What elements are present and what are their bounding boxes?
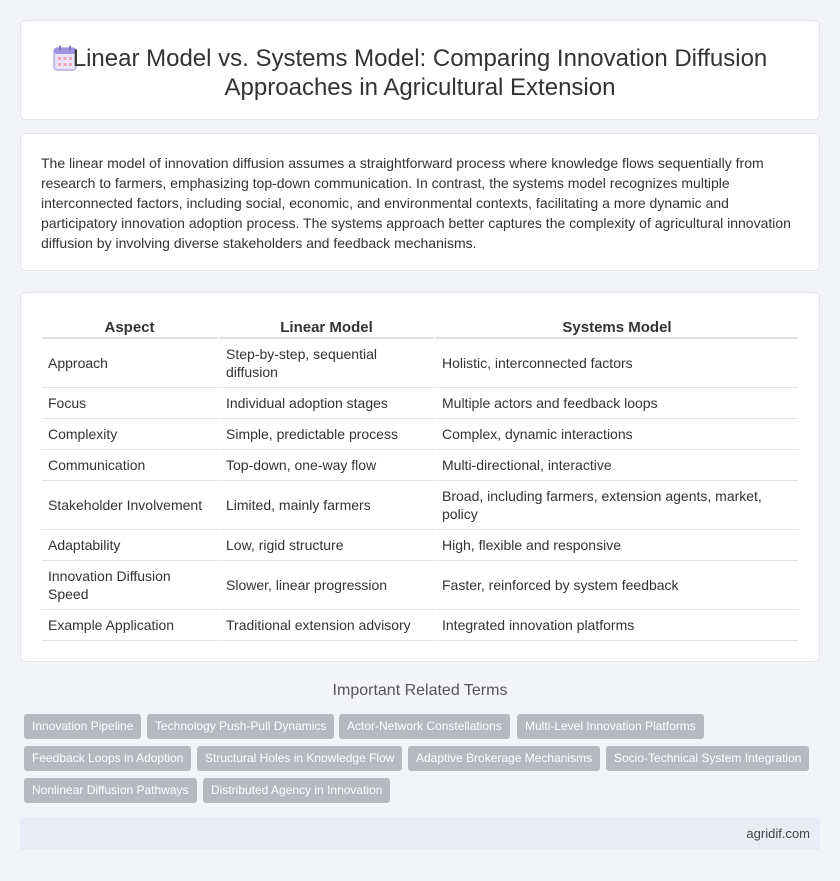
header-card (20, 20, 820, 120)
cell-systems: Multiple actors and feedback loops (436, 388, 798, 419)
cell-linear: Simple, predictable process (220, 419, 436, 450)
cell-linear: Slower, linear progression (220, 561, 436, 610)
header-aspect: Aspect (42, 311, 220, 339)
table-header-row (42, 311, 798, 339)
cell-aspect: Complexity (42, 419, 220, 450)
tag-technology-push-pull[interactable]: Technology Push-Pull Dynamics (147, 714, 334, 739)
tag-adaptive-brokerage[interactable]: Adaptive Brokerage Mechanisms (408, 746, 600, 771)
tag-multi-level-platforms[interactable]: Multi-Level Innovation Platforms (517, 714, 704, 739)
tag-socio-technical[interactable]: Socio-Technical System Integration (606, 746, 809, 771)
cell-systems: High, flexible and responsive (436, 530, 798, 561)
cell-linear: Step-by-step, sequential diffusion (220, 339, 436, 388)
cell-systems: Integrated innovation platforms (436, 610, 798, 641)
comparison-table (42, 311, 798, 641)
intro-card (20, 133, 820, 271)
cell-systems: Holistic, interconnected factors (436, 339, 798, 388)
cell-systems: Faster, reinforced by system feedback (436, 561, 798, 610)
intro-paragraph: The linear model of innovation diffusion assumes a straightforward process where knowledge flows sequentially from research to farmers, emphasizing top-down communication. In contrast, the systems model recognizes multiple interconnected factors, including social, economic, and environmental contexts, facilitating a more dynamic and participatory innovation adoption process. The systems approach better captures the complexity of agricultural innovation diffusion by involving diverse stakeholders and feedback mechanisms. (41, 155, 791, 251)
cell-aspect: Communication (42, 450, 220, 481)
cell-linear: Top-down, one-way flow (220, 450, 436, 481)
cell-linear: Traditional extension advisory (220, 610, 436, 641)
tag-nonlinear-diffusion[interactable]: Nonlinear Diffusion Pathways (24, 778, 197, 803)
cell-linear: Low, rigid structure (220, 530, 436, 561)
cell-aspect: Adaptability (42, 530, 220, 561)
page-title-line-2: Approaches in Agricultural Extension (224, 74, 616, 101)
cell-linear: Individual adoption stages (220, 388, 436, 419)
related-terms-heading: Important Related Terms (332, 682, 508, 699)
tag-structural-holes[interactable]: Structural Holes in Knowledge Flow (197, 746, 402, 771)
table-row (42, 450, 798, 481)
cell-linear: Limited, mainly farmers (220, 481, 436, 530)
cell-aspect: Stakeholder Involvement (42, 481, 220, 530)
table-row (42, 610, 798, 641)
table-row (42, 339, 798, 388)
tag-feedback-loops[interactable]: Feedback Loops in Adoption (24, 746, 191, 771)
footer-site-link[interactable]: agridif.com (746, 826, 810, 841)
cell-aspect: Example Application (42, 610, 220, 641)
cell-systems: Multi-directional, interactive (436, 450, 798, 481)
table-row (42, 419, 798, 450)
tag-actor-network[interactable]: Actor-Network Constellations (339, 714, 510, 739)
header-linear-model: Linear Model (220, 311, 436, 339)
cell-systems: Broad, including farmers, extension agents, market, policy (436, 481, 798, 530)
tag-distributed-agency[interactable]: Distributed Agency in Innovation (203, 778, 390, 803)
table-row (42, 561, 798, 610)
cell-aspect: Innovation Diffusion Speed (42, 561, 220, 610)
cell-aspect: Focus (42, 388, 220, 419)
header-systems-model: Systems Model (436, 311, 798, 339)
cell-aspect: Approach (42, 339, 220, 388)
cell-systems: Complex, dynamic interactions (436, 419, 798, 450)
page-title-line-1: Linear Model vs. Systems Model: Comparing Innovation Diffusion (72, 45, 768, 72)
tag-innovation-pipeline[interactable]: Innovation Pipeline (24, 714, 141, 739)
footer (20, 817, 820, 850)
comparison-table-card (20, 292, 820, 662)
page-title (21, 44, 819, 102)
table-row (42, 530, 798, 561)
table-row (42, 388, 798, 419)
table-row (42, 481, 798, 530)
